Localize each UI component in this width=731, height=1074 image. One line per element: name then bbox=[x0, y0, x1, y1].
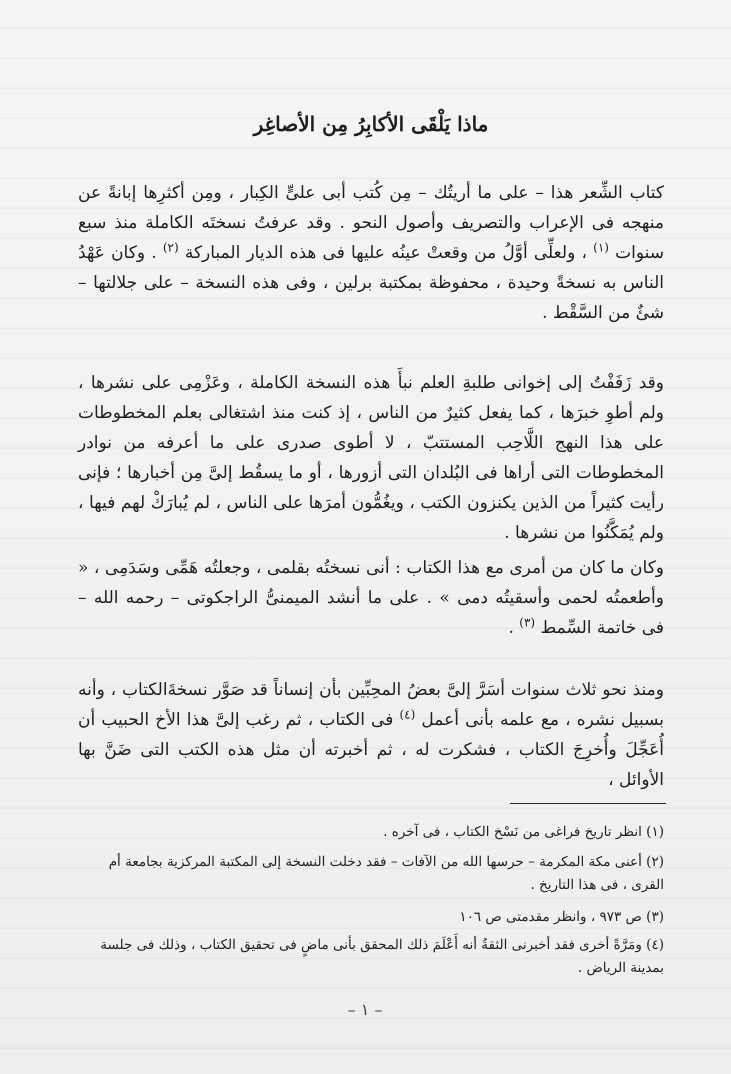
footnote-1-number: (١) bbox=[646, 824, 664, 840]
paragraph-3-text: وكان ما كان من أمرى مع هذا الكتاب : أنى نسختُه بقلمى ، وجعلتُه هَمِّى وسَدَمِى ، « وأطعمتُه لحمى وأسقيتُه دمى » . على ما أنشد الميمنىُّ الراجكوتى – رحمه الله – فى خاتمة السِّمط bbox=[78, 558, 664, 638]
footnote-3 bbox=[82, 906, 664, 929]
footnote-2 bbox=[82, 851, 664, 897]
footnote-ref-2: (٢) bbox=[162, 240, 179, 255]
page-number: – ١ – bbox=[347, 1000, 383, 1019]
paragraph-2-text: وقد زَفَفْتُ إلى إخوانى طلبةِ العلم نبأَ هذه النسخة الكاملة ، وعَزْمِى على نشرها ، ولم أطوِ خبرَها ، كما يفعل كثيرٌ من الناس ، إذ كنت منذ اشتغالى بعلم المخطوطات على هذا النهج اللَّاحِب المستتبّ ، لا أطوى صدرى على ما أعرفه من نوادر المخطوطات التى أراها فى البُلدان التى أزورها ، أو ما يسقُط إلىَّ مِن أخبارها ؛ فإنى رأيت كثيراً من الذين يكنزون الكتب ، ويغُمُّون أمرَها على الناس ، لم يُبارَكْ لهم فيها ، ولم يُمَكَّنُوا من نشرها . bbox=[78, 373, 664, 543]
footnote-4 bbox=[82, 934, 664, 980]
footnote-1 bbox=[82, 821, 664, 844]
paragraph-2 bbox=[78, 368, 664, 548]
footnote-4-number: (٤) bbox=[646, 937, 664, 953]
paragraph-1-text: كتاب الشِّعر هذا – على ما أريتُك – مِن كُتب أبى علىٍّ الكِبار ، ومِن أكثرِها إبانةً عن منهجه فى الإعراب والتصريف وأصول النحو . وقد عرفتُ نسختَه الكاملة منذ سبع سنوات bbox=[78, 183, 665, 263]
paragraph-3 bbox=[78, 553, 664, 643]
paragraph-1-text-c: . وكان عَهْدُ الناس به نسخةً وحيدة ، محفوظة بمكتبة برلين ، وفى هذه النسخة – على جلالتها – شئٌ من السَّقْط . bbox=[78, 243, 664, 323]
footnote-ref-1: (١) bbox=[593, 240, 609, 255]
paragraph-4-text-b: فى الكتاب ، ثم رغب إلىَّ هذا الأخ الحبيب أن أُعَجِّلَ وأُخرِجَ الكتاب ، فشكرت له ، ثم أخبرته أن مثل هذه الكتب التى ضَنَّ بها الأوائل ، bbox=[78, 710, 665, 790]
paragraph-1 bbox=[78, 178, 664, 328]
footnote-divider bbox=[510, 803, 666, 804]
footnote-2-text: أعنى مكة المكرمة – حرسها الله من الآفات – فقد دخلت النسخة إلى المكتبة المركزية بجامعة أم القرى ، فى هذا التاريخ . bbox=[108, 854, 664, 893]
footnote-ref-3: (٣) bbox=[519, 615, 536, 630]
footnote-3-number: (٣) bbox=[646, 909, 664, 925]
footnote-3-text: ص ٩٧٣ ، وانظر مقدمتى ص ١٠٦ bbox=[459, 909, 642, 925]
footnote-ref-4: (٤) bbox=[399, 707, 416, 722]
footnote-4-text: ومَرَّةً أخرى فقد أخبرنى الثقةُ أنه أَعْلَمَ ذلك المحقق بأنى ماضٍ فى تحقيق الكتاب ، وذلك فى جلسة بمدينة الرياض . bbox=[100, 937, 664, 976]
page-title: ماذا يَلْقَى الأكابِرُ مِن الأصاغِر bbox=[253, 112, 489, 136]
footnote-1-text: انظر تاريخ فراغى من نَسْخ الكتاب ، فى آخره . bbox=[383, 824, 642, 840]
paragraph-3-text-b: . bbox=[508, 618, 514, 638]
paragraph-1-text-b: ، ولعلِّى أوَّلُ من وقعتْ عينُه عليها فى هذه الديار المباركة bbox=[184, 243, 587, 263]
footnote-2-number: (٢) bbox=[646, 854, 664, 870]
paragraph-4-text: ومنذ نحو ثلاث سنوات أسَرَّ إلىَّ بعضُ المحِبِّين بأن إنساناً قد صَوَّر نسخةَالكتاب ، وأنه بسبيل نشره ، مع علمه بأنى أعمل bbox=[78, 680, 665, 730]
paragraph-4 bbox=[78, 675, 664, 795]
